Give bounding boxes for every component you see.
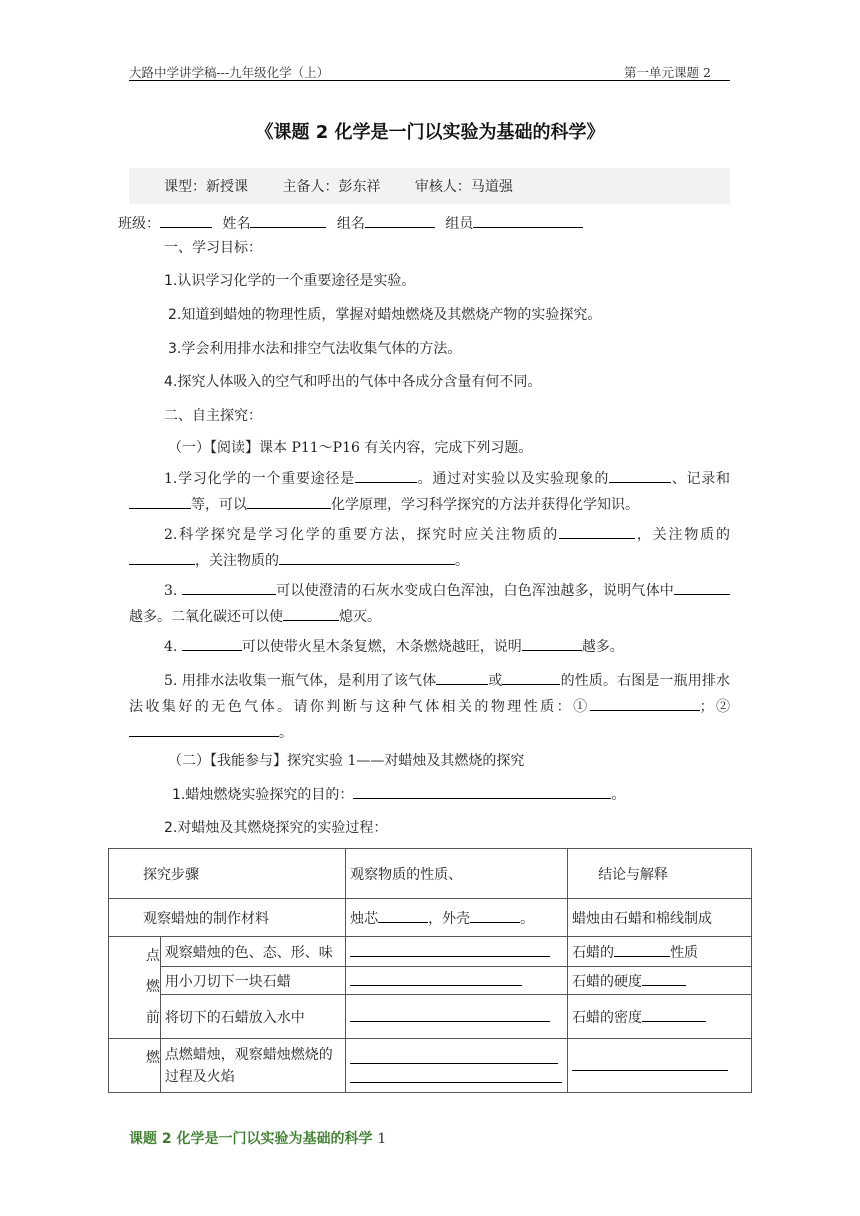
table-row	[109, 967, 752, 995]
row3-conclusion: 石蜡的硬度	[568, 967, 752, 995]
objective-2: 2.知道到蜡烛的物理性质，掌握对蜡烛燃烧及其燃烧产物的实验探究。	[168, 307, 602, 323]
reading-instruction: （一）【阅读】课本 P11～P16 有关内容，完成下列习题。	[168, 440, 533, 456]
row3-observation	[346, 967, 568, 995]
row2-observation	[346, 937, 568, 967]
question-3: 3. 可以使澄清的石灰水变成白色浑浊，白色浑浊越多，说明气体中越多。二氧化碳还可以使 熄灭。	[129, 578, 730, 630]
purpose-blank[interactable]	[353, 784, 611, 799]
header-conclusion: 结论与解释	[568, 849, 752, 899]
meta-preparer: 主备人：彭东祥	[282, 179, 381, 195]
row4-blank[interactable]	[350, 1007, 550, 1022]
class-label: 班级：	[118, 216, 160, 232]
group-label: 组名	[336, 216, 365, 232]
q1-blank-2[interactable]	[609, 468, 671, 483]
row1-step: 观察蜡烛的制作材料	[109, 899, 346, 937]
shell-blank[interactable]	[470, 908, 520, 923]
table-header-row	[109, 849, 752, 899]
meta-type: 课型：新授课	[164, 179, 248, 195]
question-2: 2.科学探究是学习化学的重要方法，探究时应关注物质的 ，关注物质的，关注物质的 。	[129, 522, 730, 574]
row5-blank-1[interactable]	[350, 1049, 558, 1064]
q5-blank-2[interactable]	[502, 670, 560, 685]
member-blank[interactable]	[473, 213, 583, 228]
header-observation: 观察物质的性质、	[346, 849, 568, 899]
q1-blank-4[interactable]	[247, 494, 331, 509]
row1-conclusion: 蜡烛由石蜡和棉线制成	[568, 899, 752, 937]
q3-blank-1[interactable]	[182, 580, 276, 595]
table-row	[109, 899, 752, 937]
objective-1: 1.认识学习化学的一个重要途径是实验。	[164, 273, 416, 289]
header-step: 探究步骤	[109, 849, 346, 899]
q1-blank-1[interactable]	[355, 468, 417, 483]
before-lighting-label: 点 燃 前	[109, 937, 161, 1039]
row3-concl-blank[interactable]	[642, 971, 686, 986]
objective-3: 3.学会利用排水法和排空气法收集气体的方法。	[168, 341, 462, 357]
header-rule	[129, 80, 730, 81]
row2-blank[interactable]	[350, 942, 550, 957]
q4-blank-2[interactable]	[522, 636, 582, 651]
header-left: 大路中学讲学稿---九年级化学（上）	[129, 65, 330, 80]
name-blank[interactable]	[250, 213, 326, 228]
row5-concl-blank[interactable]	[572, 1056, 728, 1071]
page-title: 《课题 2 化学是一门以实验为基础的科学》	[255, 122, 605, 143]
q5-blank-1[interactable]	[436, 670, 488, 685]
row4-observation	[346, 995, 568, 1039]
group-blank[interactable]	[365, 213, 435, 228]
section2-heading: 二、自主探究：	[164, 408, 262, 424]
page-number: 1	[377, 1131, 387, 1147]
table-row	[109, 937, 752, 967]
q1-blank-3[interactable]	[129, 494, 191, 509]
row3-step: 用小刀切下一块石蜡	[160, 967, 345, 995]
class-blank[interactable]	[160, 213, 212, 228]
q2-blank-3[interactable]	[279, 550, 455, 565]
experiment-table	[108, 848, 752, 1093]
wick-blank[interactable]	[378, 908, 428, 923]
q3-blank-2[interactable]	[674, 580, 730, 595]
row5-observation	[346, 1039, 568, 1093]
row1-observation: 烛芯 ，外壳 。	[346, 899, 568, 937]
row3-blank[interactable]	[350, 971, 522, 986]
student-fields	[118, 213, 583, 233]
section1-heading: 一、学习目标：	[164, 240, 262, 256]
table-row	[109, 1039, 752, 1093]
row2-conclusion: 石蜡的 性质	[568, 937, 752, 967]
row5-blank-2[interactable]	[350, 1064, 562, 1083]
meta-reviewer: 审核人：马道强	[414, 179, 513, 195]
row2-concl-blank[interactable]	[614, 942, 670, 957]
meta-line	[164, 176, 543, 196]
objective-4: 4.探究人体吸入的空气和呼出的气体中各成分含量有何不同。	[164, 374, 542, 390]
row5-step: 点燃蜡烛，观察蜡烛燃烧的过程及火焰	[160, 1039, 345, 1093]
row5-conclusion	[568, 1039, 752, 1093]
experiment-purpose: 1.蜡烛燃烧实验探究的目的： 。	[172, 784, 625, 804]
q4-blank-1[interactable]	[182, 636, 242, 651]
row2-step: 观察蜡烛的色、态、形、味	[160, 937, 345, 967]
table-row	[109, 995, 752, 1039]
experiment-process: 2.对蜡烛及其燃烧探究的实验过程：	[164, 820, 388, 836]
footer	[129, 1128, 386, 1148]
q2-blank-2[interactable]	[129, 550, 195, 565]
footer-text: 课题 2 化学是一门以实验为基础的科学	[129, 1131, 373, 1147]
q5-blank-3[interactable]	[590, 696, 700, 711]
q2-blank-1[interactable]	[559, 524, 635, 539]
question-1: 1.学习化学的一个重要途径是 。通过对实验以及实验现象的 、记录和等，可以 化学原理，学习科学探究的方法并获得化学知识。	[129, 466, 730, 518]
burning-label: 燃	[109, 1039, 161, 1093]
q3-blank-3[interactable]	[283, 606, 339, 621]
question-5: 5. 用排水法收集一瓶气体，是利用了该气体 或 的性质。右图是一瓶用排水法收集好的无色气体。请你判断与这种气体相关的物理性质：① ；②。	[129, 668, 730, 746]
row4-step: 将切下的石蜡放入水中	[160, 995, 345, 1039]
experiment-heading: （二）【我能参与】探究实验 1——对蜡烛及其燃烧的探究	[168, 753, 525, 769]
member-label: 组员	[445, 216, 474, 232]
q5-blank-4[interactable]	[129, 722, 279, 737]
name-label: 姓名	[222, 216, 251, 232]
row4-conclusion: 石蜡的密度	[568, 995, 752, 1039]
question-4: 4. 可以使带火星木条复燃，木条燃烧越旺，说明 越多。	[129, 634, 730, 660]
row4-concl-blank[interactable]	[642, 1007, 706, 1022]
header-right: 第一单元课题 2	[624, 65, 711, 80]
